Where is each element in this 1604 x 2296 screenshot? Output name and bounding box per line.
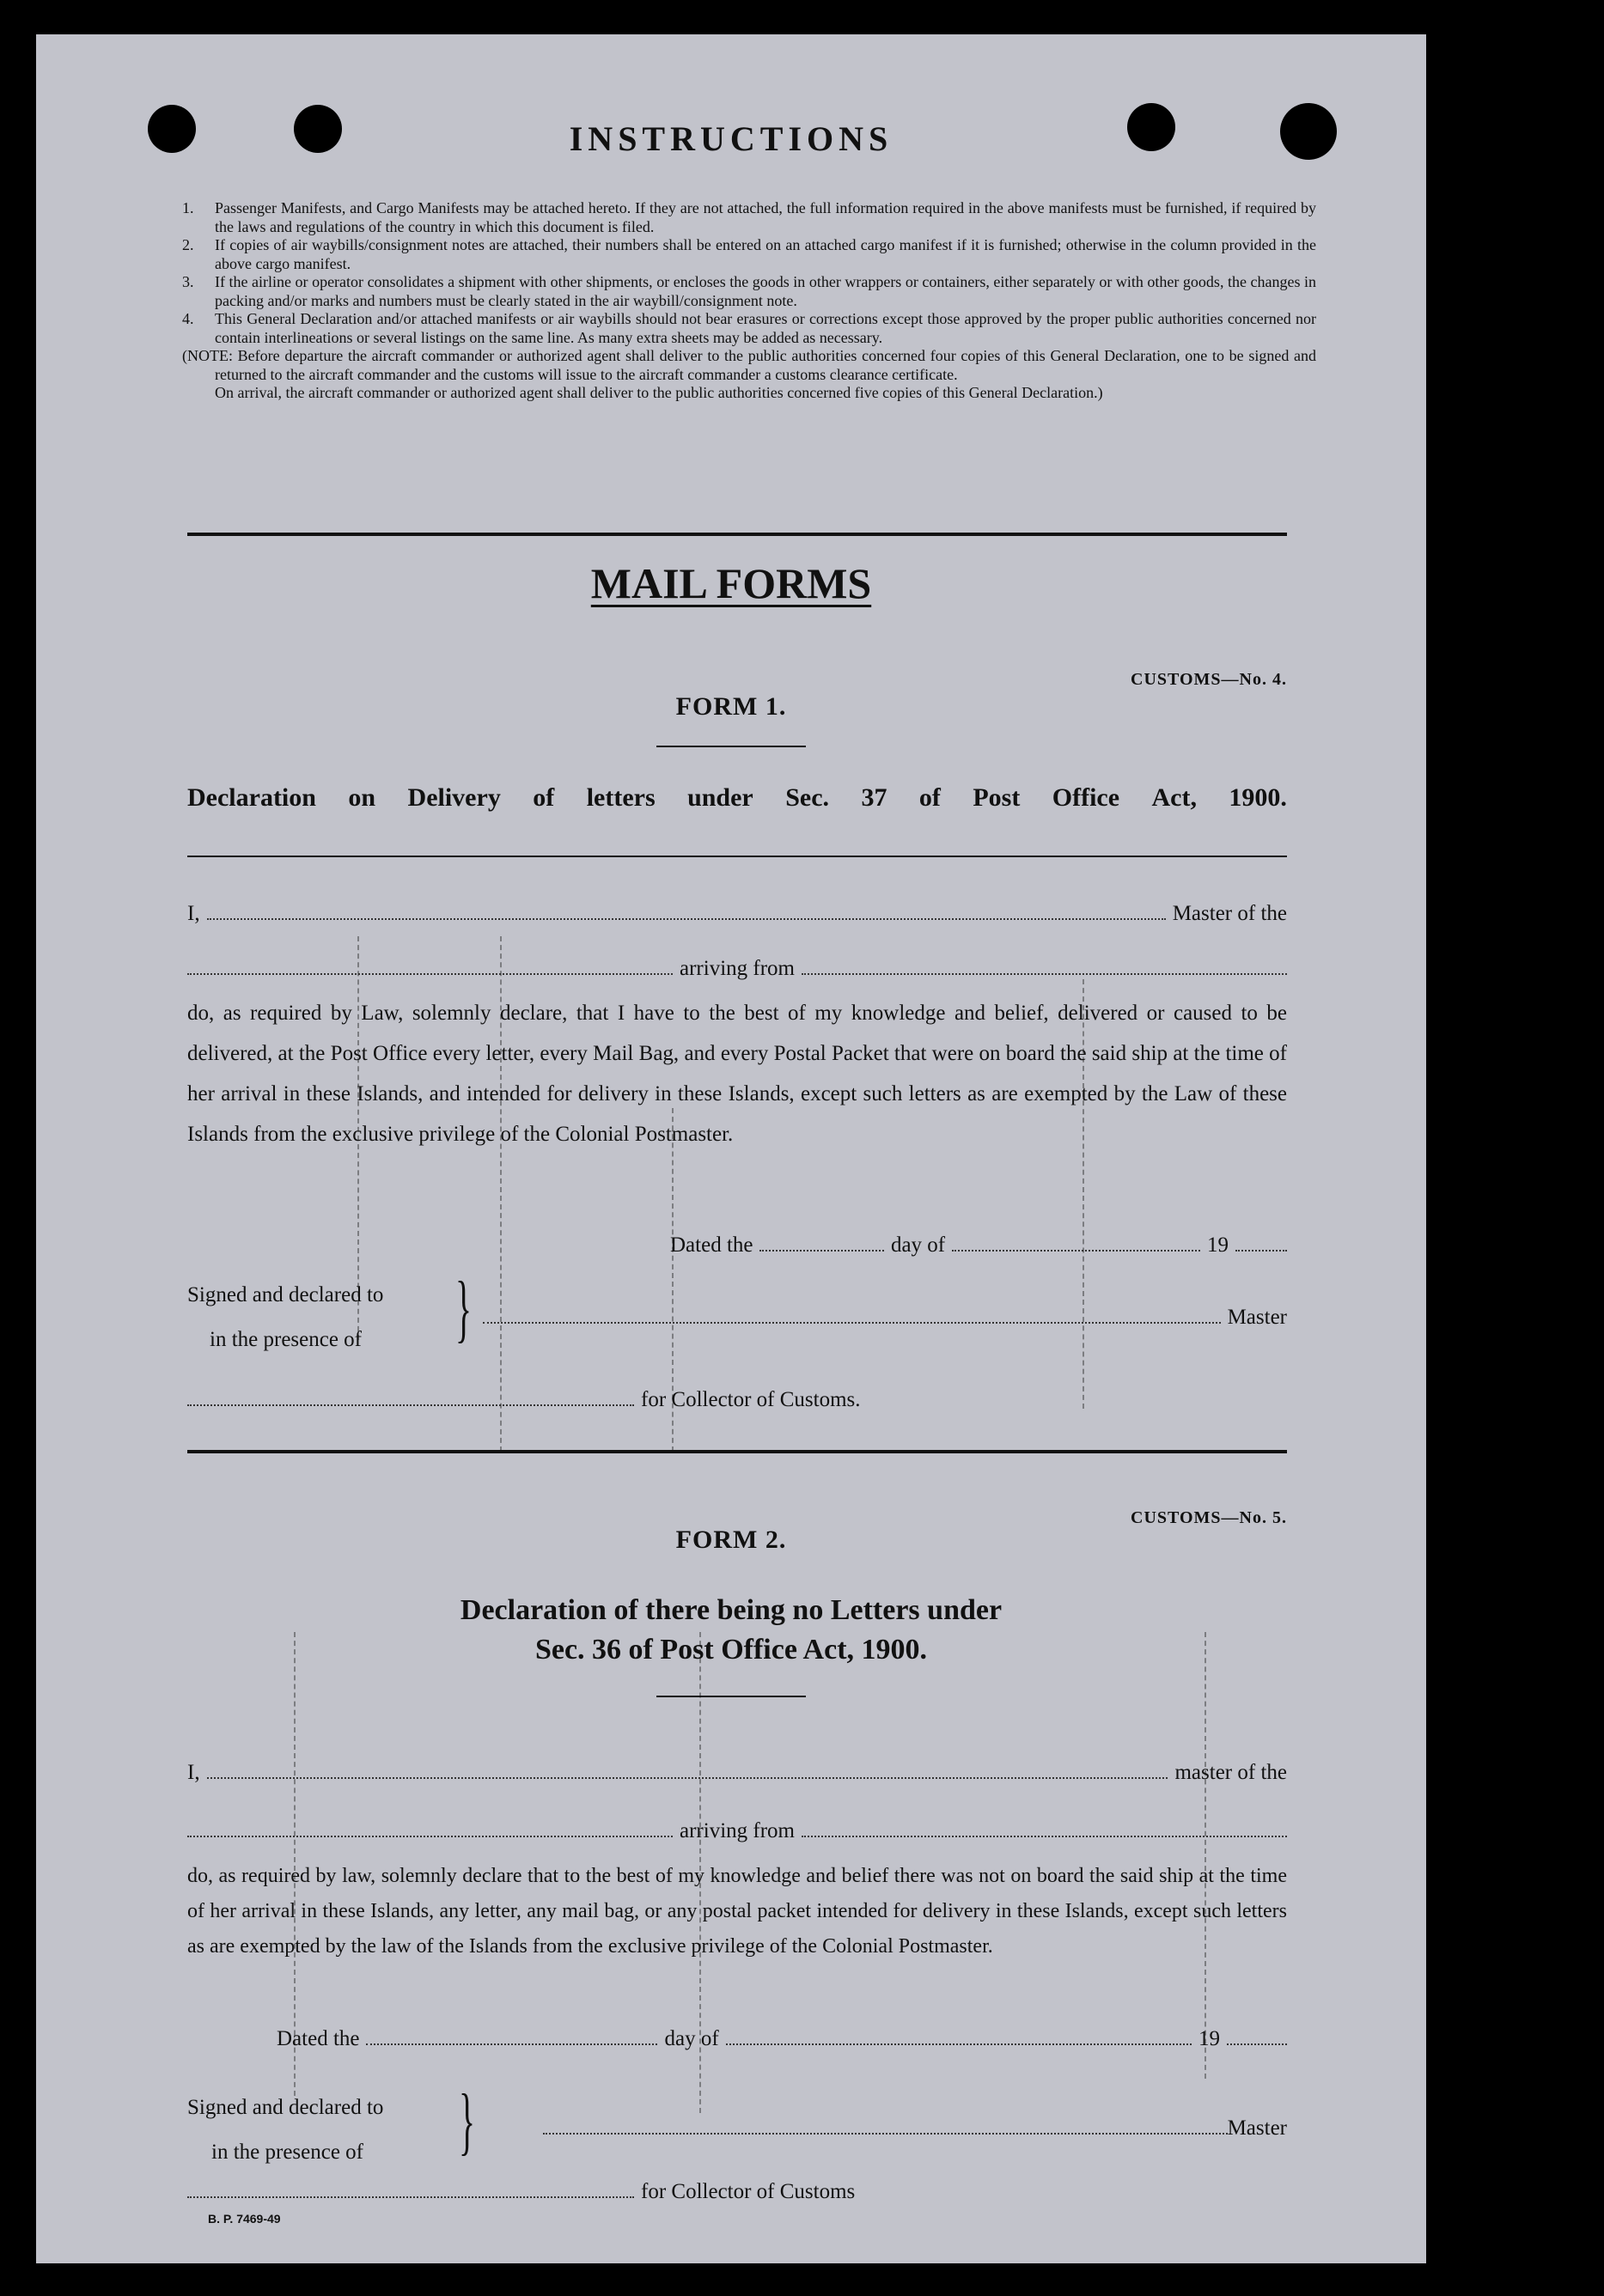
form2-collector-label: for Collector of Customs	[641, 2180, 856, 2203]
form1-brace: }	[455, 1267, 473, 1350]
form1-declaration-heading	[187, 783, 1287, 813]
form1-i: I,	[187, 902, 200, 925]
form2-collector-line	[187, 2180, 961, 2204]
heading-word: Delivery	[407, 783, 501, 812]
form2-collector-field[interactable]	[187, 2181, 634, 2198]
form1-dated-the: Dated the	[670, 1233, 753, 1257]
heading-word: 1900.	[1229, 783, 1287, 812]
heading-word: on	[348, 783, 376, 812]
form2-month-field[interactable]	[726, 2028, 1192, 2045]
print-code: B. P. 7469-49	[208, 2212, 281, 2226]
form2-master-of-the: master of the	[1174, 1761, 1287, 1784]
form1-ship-field[interactable]	[187, 958, 673, 975]
form2-arriving-from: arriving from	[680, 1819, 795, 1842]
form1-master-of-the: Master of the	[1172, 902, 1287, 925]
form1-collector-line	[187, 1388, 961, 1412]
instruction-note: (NOTE: Before departure the aircraft commander or authorized agent shall deliver to the public authorities concerned four copies of this General Declaration, one to be signed and returned to the aircraft commander and the customs will issue to the aircraft commander a customs clearance certificate.	[182, 347, 1316, 383]
form2-master-line	[187, 1761, 1287, 1785]
form2-date-line	[277, 2027, 1287, 2051]
form1-label: FORM 1.	[675, 692, 787, 721]
heading-word: Office	[1052, 783, 1120, 812]
form1-collector-label: for Collector of Customs.	[641, 1388, 861, 1411]
heading-word: Declaration	[187, 783, 316, 812]
form1-label-underline	[656, 746, 806, 747]
form1-presence-text: in the presence of	[210, 1328, 363, 1351]
form1-date-field[interactable]	[759, 1234, 883, 1252]
form1-master-signature-field[interactable]	[483, 1306, 1221, 1324]
instructions-title: INSTRUCTIONS	[569, 119, 893, 158]
section-divider	[187, 533, 1287, 536]
form2-master-signature-field[interactable]	[543, 2117, 1228, 2135]
heading-word: Act,	[1151, 783, 1197, 812]
form1-master-line	[187, 902, 1287, 926]
heading-word: Sec.	[785, 783, 830, 812]
instruction-text: If copies of air waybills/consignment notes are attached, their numbers shall be entered on an attached cargo manifest if it is furnished; otherwise in the column provided in the above cargo manifest.	[215, 236, 1316, 272]
form2-heading-line1: Declaration of there being no Letters under	[460, 1594, 1003, 1626]
mail-forms-title-text: MAIL FORMS	[590, 559, 872, 607]
heading-word: 37	[861, 783, 887, 812]
form2-ship-field[interactable]	[187, 1820, 673, 1837]
form2-origin-field[interactable]	[802, 1820, 1287, 1837]
instruction-number: 4.	[182, 310, 194, 327]
instruction-text: Passenger Manifests, and Cargo Manifests may be attached hereto. If they are not attached, the full information required in the above manifests must be furnished, if required by the laws and regulations of the country in which this document is filed.	[215, 199, 1316, 235]
form2-presence-text: in the presence of	[211, 2141, 364, 2164]
form2-declaration-heading	[36, 1591, 1426, 1670]
instruction-text: This General Declaration and/or attached manifests or air waybills should not bear erasures or corrections except those approved by the proper public authorities concerned nor contain interlineations or several listings on the same line. As many extra sheets may be added as necessary.	[215, 310, 1316, 346]
form2-heading-underline	[656, 1696, 806, 1697]
form2-body-text: do, as required by law, solemnly declare that to the best of my knowledge and belief there was not on board the said ship at the time of her arrival in these Islands, any letter, any mail bag, or any postal packet intended for delivery in these Islands, except such letters as are exempted by the law of the Islands from the exclusive privilege of the Colonial Postmaster.	[187, 1865, 1287, 1958]
instruction-text: If the airline or operator consolidates a shipment with other shipments, or encloses the goods in other wrappers or containers, either separately or with other goods, the changes in packing and/or marks and numbers must be clearly stated in the air waybill/consignment note.	[215, 273, 1316, 309]
document-sheet	[36, 34, 1426, 2263]
form2-year-field[interactable]	[1227, 2028, 1287, 2045]
form1-day-of: day of	[890, 1233, 946, 1257]
mail-forms-title	[36, 558, 1426, 608]
form1-master-label: Master	[1227, 1306, 1287, 1329]
form1-signed-text: Signed and declared to	[187, 1283, 384, 1306]
form-divider	[187, 1450, 1287, 1453]
instructions-list	[182, 199, 1316, 403]
form2-signed-text: Signed and declared to	[187, 2096, 384, 2119]
heading-word: Post	[973, 783, 1021, 812]
form1-customs-number: CUSTOMS—No. 4.	[1131, 670, 1287, 689]
form1-arriving-line	[187, 957, 1287, 981]
heading-word: letters	[586, 783, 656, 812]
form1-body-text: do, as required by Law, solemnly declare, that I have to the best of my knowledge and belief, delivered or caused to be delivered, at the Post Office every letter, every Mail Bag, and every Postal Packet that were on board the said ship at the time of her arrival in these Islands, and intended for delivery in these Islands, except such letters as are exempted by the Law of these Islands from the exclusive privilege of the Colonial Postmaster.	[187, 1002, 1287, 1146]
form2-dated-the: Dated the	[277, 2027, 360, 2050]
instruction-item	[182, 199, 1316, 236]
form1-arriving-from: arriving from	[680, 957, 795, 980]
instruction-item	[182, 310, 1316, 347]
form1-master-sign-line	[483, 1306, 1287, 1330]
form2-master-label: Master	[1227, 2116, 1287, 2140]
form1-year: 19	[1207, 1233, 1229, 1257]
instruction-item	[182, 273, 1316, 310]
form2-customs-number: CUSTOMS—No. 5.	[1131, 1508, 1287, 1527]
form1-collector-field[interactable]	[187, 1389, 634, 1406]
form1-month-field[interactable]	[952, 1234, 1200, 1252]
instruction-number: 1.	[182, 199, 194, 216]
form2-label: FORM 2.	[675, 1526, 787, 1554]
form2-name-field[interactable]	[207, 1762, 1168, 1779]
form2-year: 19	[1198, 2027, 1220, 2050]
form1-date-line	[670, 1233, 1287, 1258]
form2-signed-label	[187, 2086, 383, 2175]
form2-heading-line2: Sec. 36 of Post Office Act, 1900.	[534, 1634, 928, 1666]
instruction-number: 2.	[182, 236, 194, 253]
form2-master-sign-line	[543, 2116, 1287, 2141]
form2-brace: }	[459, 2080, 476, 2163]
form2-day-of: day of	[664, 2027, 719, 2050]
form1-heading-rule	[187, 856, 1287, 857]
instruction-number: 3.	[182, 273, 194, 290]
heading-word: of	[918, 783, 941, 812]
form1-name-field[interactable]	[207, 903, 1166, 920]
form1-year-field[interactable]	[1235, 1234, 1287, 1252]
form2-i: I,	[187, 1761, 200, 1784]
form1-signed-label	[187, 1273, 383, 1362]
heading-word: under	[687, 783, 753, 812]
form1-origin-field[interactable]	[802, 958, 1287, 975]
form2-date-field[interactable]	[366, 2028, 657, 2045]
instruction-item	[182, 236, 1316, 273]
perforation-line	[1205, 1632, 1206, 2079]
heading-word: of	[533, 783, 555, 812]
form2-arriving-line	[187, 1819, 1287, 1843]
instruction-note-arrival: On arrival, the aircraft commander or authorized agent shall deliver to the public authorities concerned five copies of this General Declaration.)	[215, 384, 1103, 401]
